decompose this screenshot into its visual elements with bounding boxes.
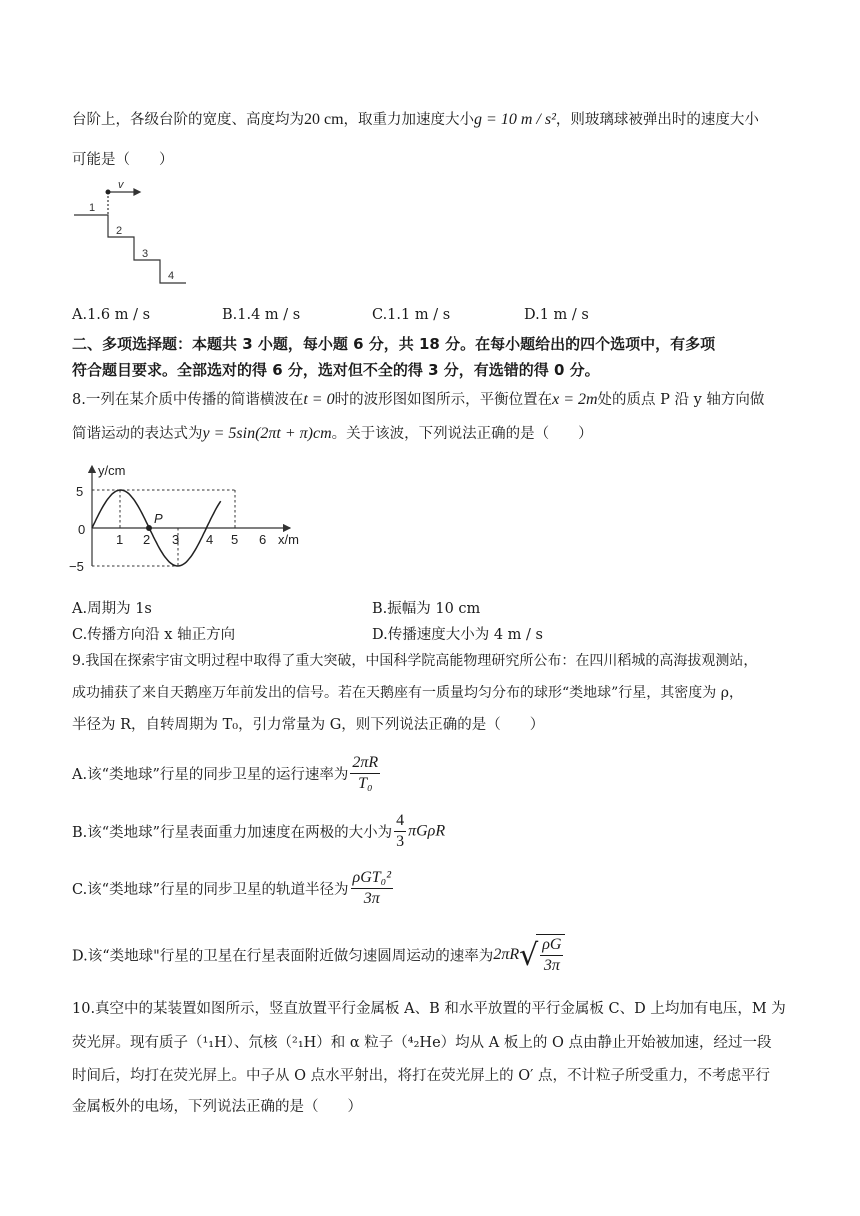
q10-line3: 时间后，均打在荧光屏上。中子从 O 点水平射出，将打在荧光屏上的 O′ 点，不计粒子所受重力，不考虑平行 — [72, 1068, 770, 1084]
q10-line1: 10.真空中的某装置如图所示，竖直放置平行金属板 A、B 和水平放置的平行金属板 C、D 上均加有电压，M 为 — [72, 1001, 786, 1017]
section-header: 二、多项选择题：本题共 3 小题，每小题 6 分，共 18 分。在每小题给出的四个选项中，有多项 — [72, 335, 716, 353]
step-label: 2 — [116, 225, 123, 237]
point-label: P — [154, 511, 163, 526]
wave-graph — [66, 460, 316, 578]
q9-option-c: C.该“类地球”行星的同步卫星的轨道半径为 $\frac{\text{ρGT₀²}}{3\pi}$ — [72, 869, 392, 907]
q7-option-c: C.1.1 m / s — [372, 307, 451, 323]
step-label: 4 — [168, 270, 175, 282]
q8-option-c: C.传播方向沿 x 轴正方向 — [72, 627, 236, 643]
q8-option-a: A.周期为 1s — [72, 601, 152, 617]
q9-option-d: D.该“类地球"行星的卫星在行星表面附近做匀速圆周运动的速率为2πR√ $\frac{\rho G}{3\pi}$ — [72, 934, 565, 976]
x-tick: 1 — [116, 532, 124, 547]
x-tick: 2 — [143, 532, 151, 547]
x-axis-label: x/m — [278, 532, 299, 547]
q9-line3: 半径为 R，自转周期为 T₀，引力常量为 G，则下列说法正确的是（ ） — [72, 717, 545, 733]
staircase-figure — [72, 178, 192, 290]
q7-option-a: A.1.6 m / s — [72, 307, 151, 323]
q9-line2: 成功捕获了来自天鹅座万年前发出的信号。若在天鹅座有一质量均匀分布的球形“类地球”行星，其密度为 ρ， — [72, 685, 743, 701]
q8-option-d: D.传播速度大小为 4 m / s — [372, 627, 543, 643]
y-tick: 5 — [76, 484, 84, 499]
q8-line2: 简谐运动的表达式为y = 5sin(2πt + π)cm。关于该波，下列说法正确的是（ ） — [72, 425, 593, 442]
step-label: 1 — [89, 202, 96, 214]
x-tick: 4 — [206, 532, 214, 547]
y-tick: 0 — [78, 522, 86, 537]
q7-option-d: D.1 m / s — [524, 307, 589, 323]
y-tick: −5 — [69, 559, 84, 574]
q10-line4: 金属板外的电场，下列说法正确的是（ ） — [72, 1099, 362, 1115]
q9-option-a: A.该“类地球”行星的同步卫星的运行速率为 $\frac{2\pi R}{\text{T₀}}$ — [72, 754, 379, 792]
q10-line2: 荧光屏。现有质子（¹₁H）、氘核（²₁H）和 α 粒子（⁴₂He）均从 A 板上的 O 点由静止开始被加速，经过一段 — [72, 1035, 772, 1051]
q8-option-b: B.振幅为 10 cm — [372, 601, 481, 617]
q7-line2: 可能是（ ） — [72, 152, 174, 168]
q7-option-b: B.1.4 m / s — [222, 307, 301, 323]
x-tick: 3 — [172, 532, 180, 547]
q9-option-b: B.该“类地球”行星表面重力加速度在两极的大小为 $\frac{4}{3}$ πGρR — [72, 812, 446, 850]
x-tick: 6 — [259, 532, 267, 547]
ball-icon — [106, 190, 111, 195]
x-tick: 5 — [231, 532, 239, 547]
q9-line1: 9.我国在探索宇宙文明过程中取得了重大突破，中国科学院高能物理研究所公布：在四川稻城的高海拔观测站， — [72, 653, 758, 669]
point-p — [146, 525, 152, 531]
y-axis-label: y/cm — [98, 463, 126, 478]
q7-line1: 台阶上，各级台阶的宽度、高度均为20 cm，取重力加速度大小g = 10 m / s²，则玻璃球被弹出时的速度大小 — [72, 111, 759, 128]
section-header: 符合题目要求。全部选对的得 6 分，选对但不全的得 3 分，有选错的得 0 分。 — [72, 361, 600, 379]
step-label: 3 — [142, 248, 149, 260]
q8-line1: 8.一列在某介质中传播的简谐横波在t = 0时的波形图如图所示，平衡位置在x = 2m处的质点 P 沿 y 轴方向做 — [72, 391, 765, 408]
velocity-label: v — [118, 179, 124, 191]
